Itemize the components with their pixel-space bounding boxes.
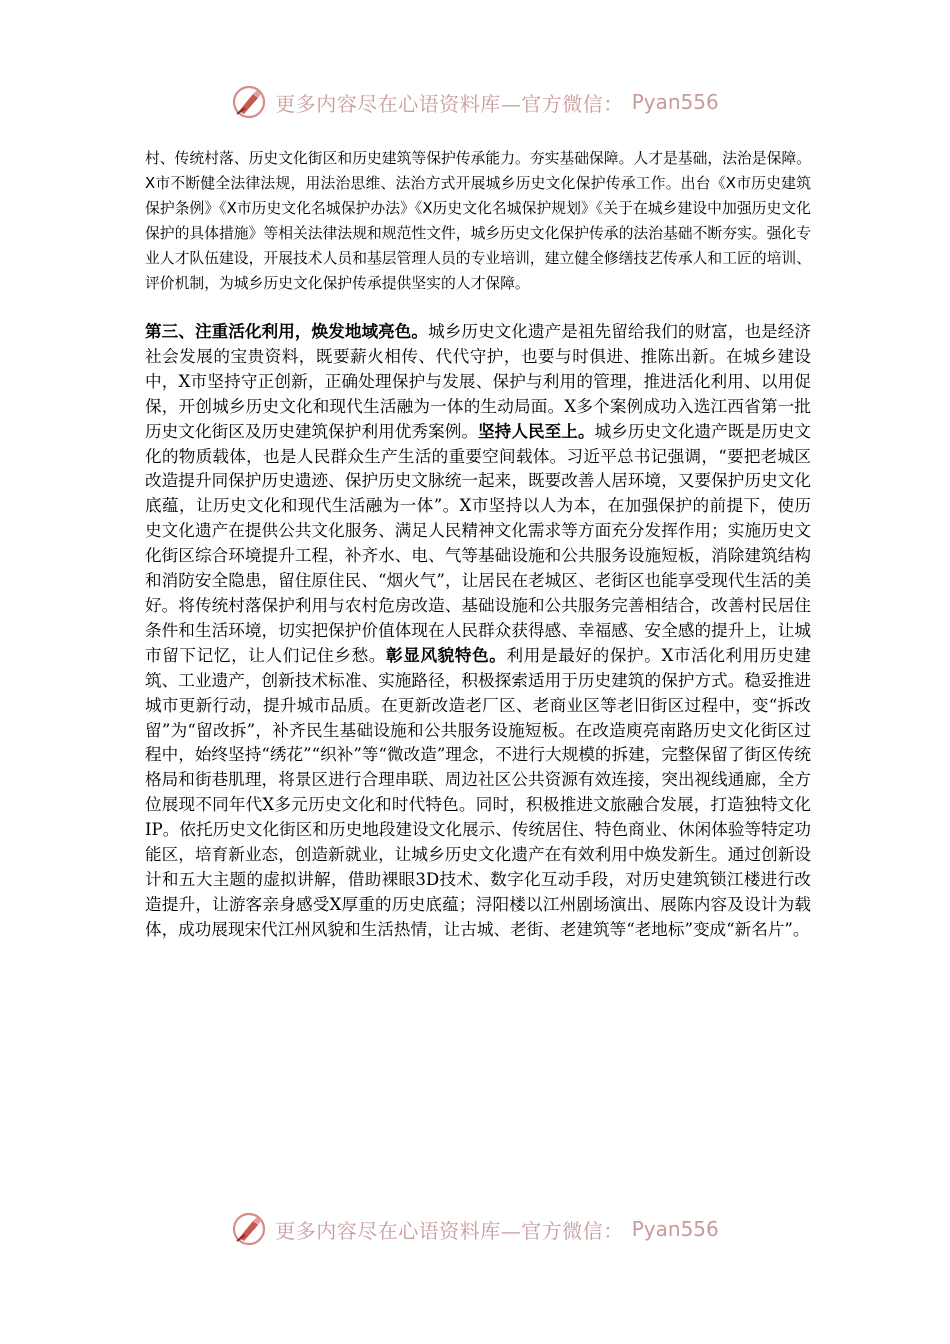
pen-nib-logo-icon [231, 84, 267, 120]
header-watermark [0, 84, 950, 120]
watermark-wechat-id: Pyan556 [631, 1217, 719, 1241]
subheading-people-first: 坚持人民至上。 [478, 421, 595, 441]
paragraph-text-b: 城乡历史文化遗产既是历史文化的物质载体，也是人民群众生产生活的重要空间载体。习近平总书记强调，“要把老城区改造提升同保护历史遗迹、保护历史文脉统一起来，既要改善人居环境，又要保护历史文化底蕴，让历史文化和现代生活融为一体”。X市坚持以人为本，在加强保护的前提下，使历史文化遗产在提供公共文化服务、满足人民精神文化需求等方面充分发挥作用；实施历史文化街区综合环境提升工程，补齐水、电、气等基础设施和公共服务设施短板，消除建筑结构和消防安全隐患，留住原住民、“烟火气”，让居民在老城区、老街区也能享受现代生活的美好。将传统村落保护利用与农村危房改造、基础设施和公共服务完善相结合，改善村民居住条件和生活环境，切实把保护价值体现在人民群众获得感、幸福感、安全感的提升上，让城市留下记忆，让人们记住乡愁。 [145, 421, 812, 665]
paragraph-text-c: 利用是最好的保护。X市活化利用历史建筑、工业遗产，创新技术标准、实施路径，积极探索适用于历史建筑的保护方式。稳妥推进城市更新行动，提升城市品质。在更新改造老厂区、老商业区等老旧街区过程中，变“拆改留”为“留改拆”，补齐民生基础设施和公共服务设施短板。在改造庾亮南路历史文化街区过程中，始终坚持“绣花”“织补”等“微改造”理念，不进行大规模的拆建，完整保留了街区传统格局和街巷肌理，将景区进行合理串联、周边社区公共资源有效连接，突出视线通廊，全方位展现不同年代X多元历史文化和时代特色。同时，积极推进文旅融合发展，打造独特文化IP。依托历史文化街区和历史地段建设文化展示、传统居住、特色商业、休闲体验等特定功能区，培育新业态，创造新就业，让城乡历史文化遗产在有效利用中焕发新生。通过创新设计和五大主题的虚拟讲解，借助裸眼3D技术、数字化互动手段，对历史建筑锁江楼进行改造提升，让游客亲身感受X厚重的历史底蕴；浔阳楼以江州剧场演出、展陈内容及设计为载体，成功展现宋代江州风貌和生活热情，让古城、老街、老建筑等“老地标”变成“新名片”。 [145, 645, 812, 939]
section-heading-third: 第三、注重活化利用，焕发地域亮色。 [145, 322, 429, 341]
pen-nib-logo-icon [231, 1211, 267, 1247]
footer-watermark [0, 1211, 950, 1247]
subheading-highlight-features: 彰显风貌特色。 [386, 645, 507, 665]
paragraph-legal-foundation: 村、传统村落、历史文化街区和历史建筑等保护传承能力。夯实基础保障。人才是基础，法治是保障。X市不断健全法律法规，用法治思维、法治方式开展城乡历史文化保护传承工作。出台《X市历史建筑保护条例》《X市历史文化名城保护办法》《X历史文化名城保护规划》《关于在城乡建设中加强历史文化保护的具体措施》等相关法律法规和规范性文件，城乡历史文化保护传承的法治基础不断夯实。强化专业人才队伍建设，开展技术人员和基层管理人员的专业培训，建立健全修缮技艺传承人和工匠的培训、评价机制，为城乡历史文化保护传承提供坚实的人才保障。 [145, 150, 811, 292]
watermark-text: 更多内容尽在心语资料库—官方微信： [275, 91, 624, 116]
paragraph-text-a: 城乡历史文化遗产是祖先留给我们的财富，也是经济社会发展的宝贵资料，既要薪火相传、代代守护，也要与时俱进、推陈出新。在城乡建设中，X市坚持守正创新，正确处理保护与发展、保护与利用的管理，推进活化利用、以用促保，开创城乡历史文化和现代生活融为一体的生动局面。X多个案例成功入选江西省第一批历史文化街区及历史建筑保护利用优秀案例。 [145, 322, 812, 441]
watermark-text: 更多内容尽在心语资料库—官方微信： [275, 1218, 624, 1243]
paragraph-activation-utilization [145, 320, 811, 943]
watermark-wechat-id: Pyan556 [631, 90, 719, 114]
